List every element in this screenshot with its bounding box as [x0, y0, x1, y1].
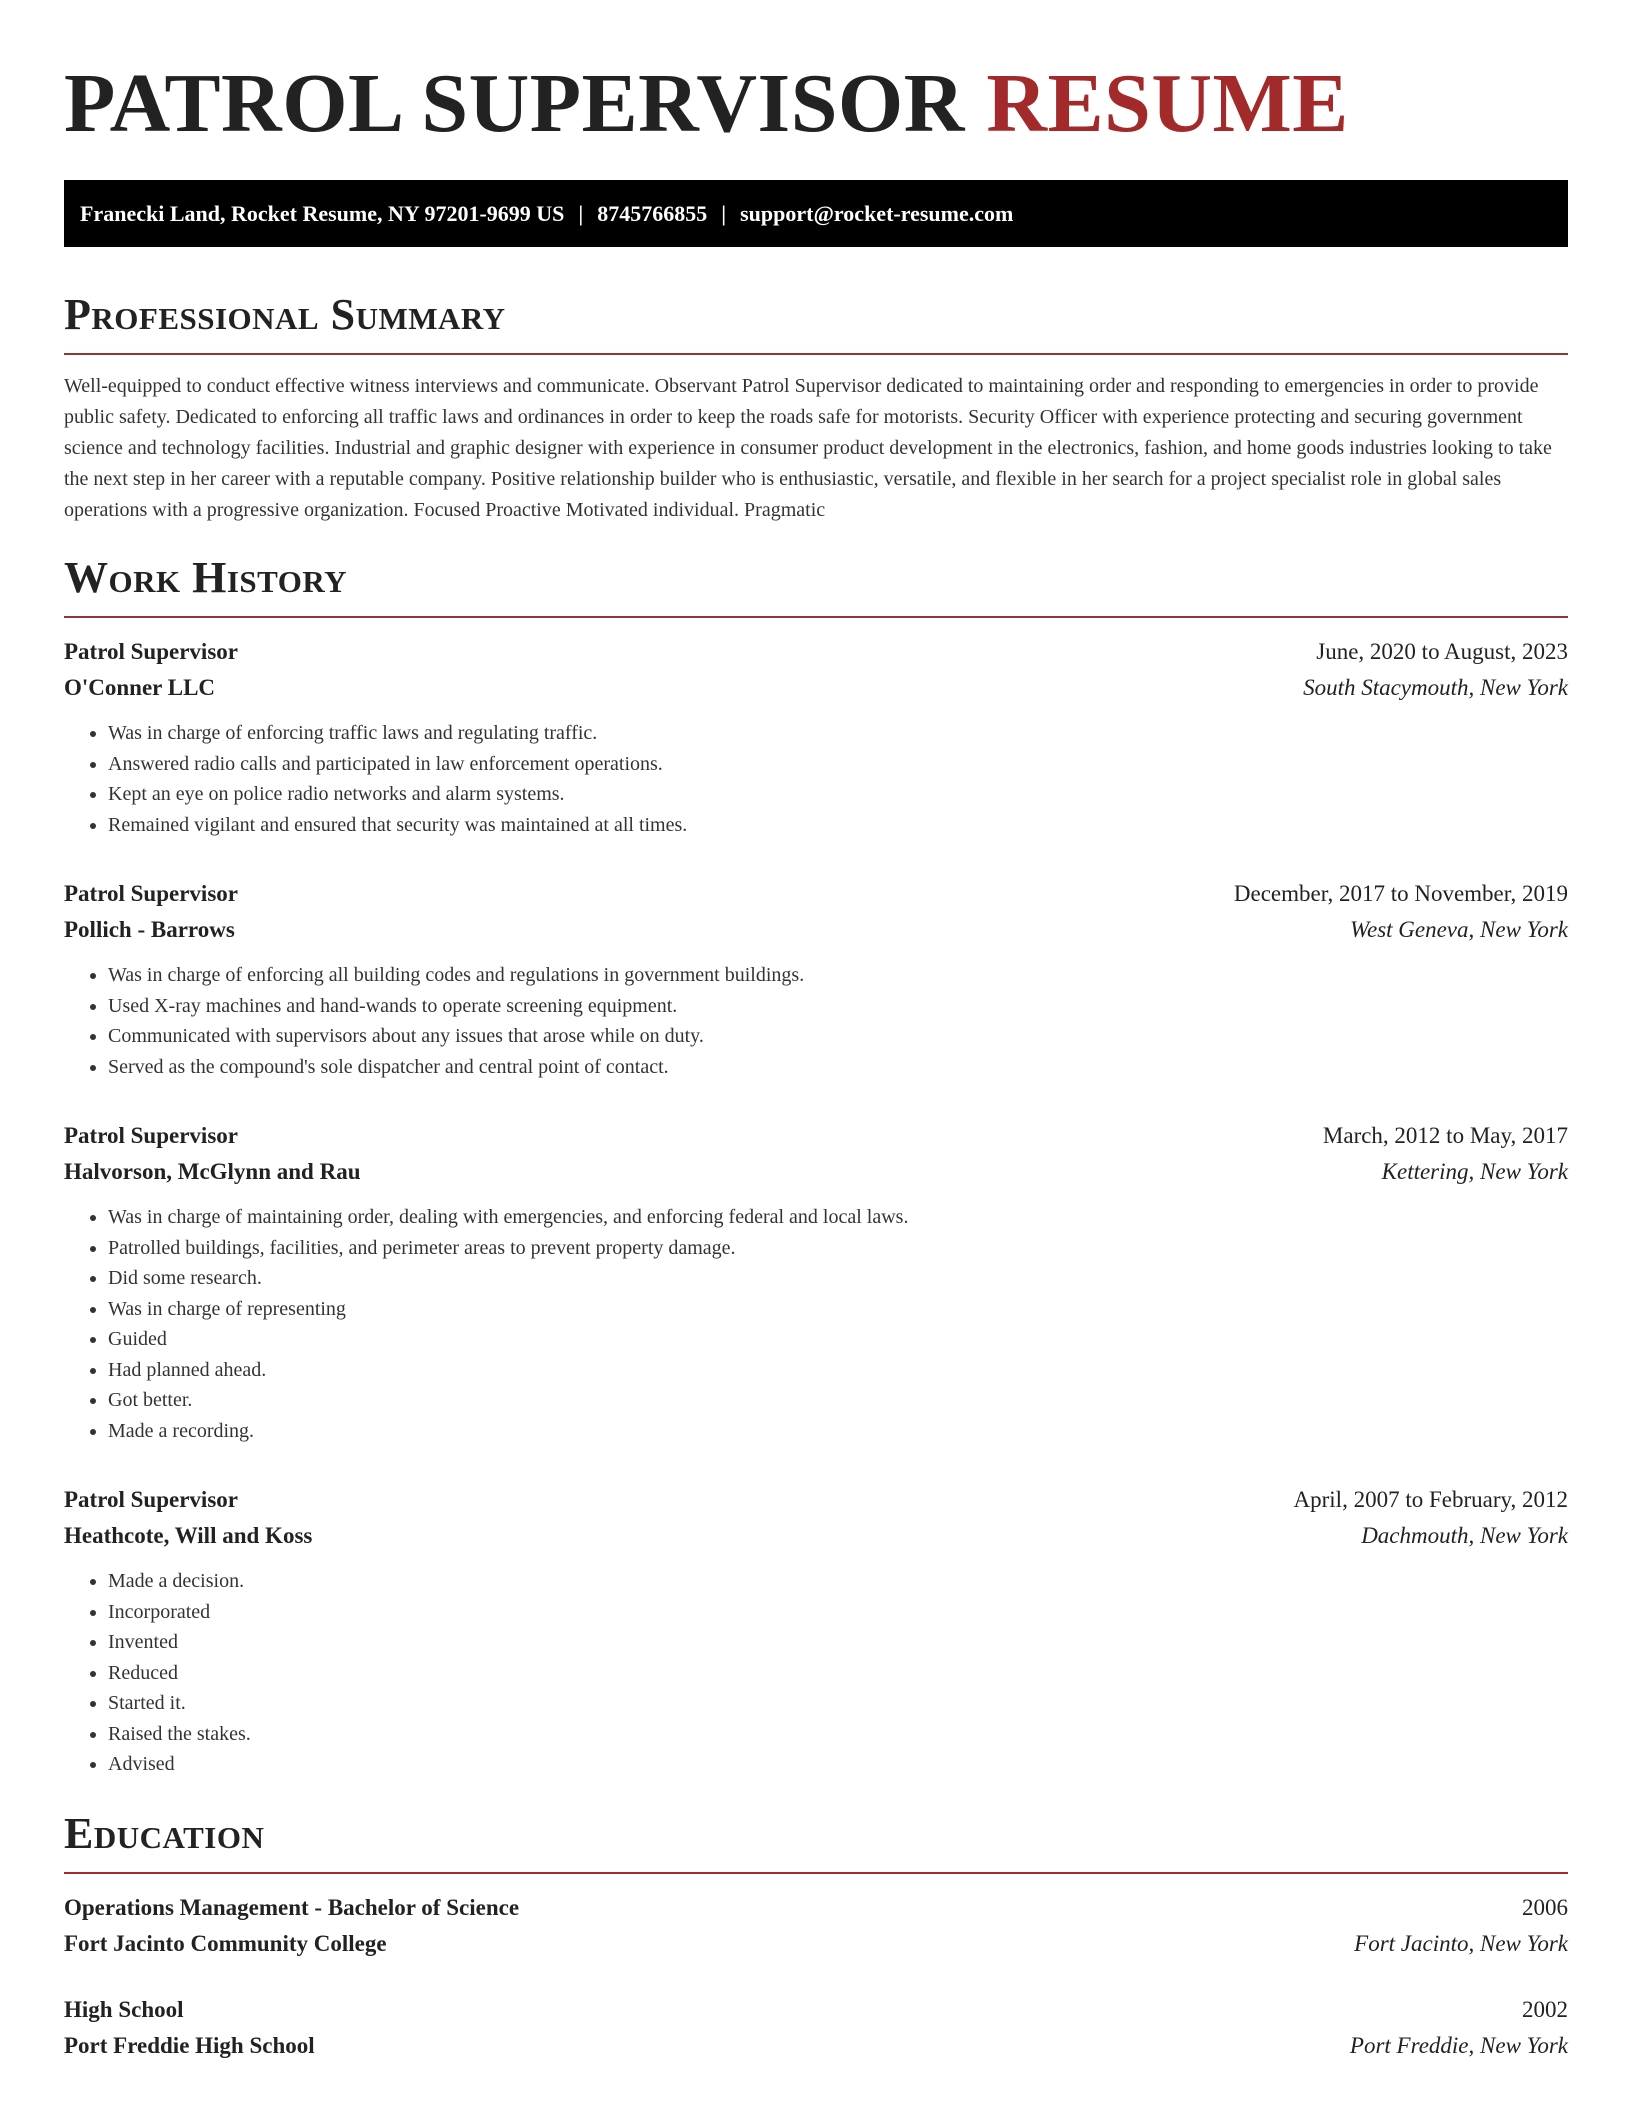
job-company: O'Conner LLC	[64, 675, 216, 700]
job-bullet: • Communicated with supervisors about any issues that arose while on duty.	[108, 1021, 1568, 1052]
education-school-row	[64, 1926, 1568, 1962]
section-divider	[64, 616, 1568, 618]
job-title: Patrol Supervisor	[64, 639, 238, 664]
education-school: Fort Jacinto Community College	[64, 1930, 387, 1956]
job-entry	[64, 1482, 1568, 1780]
job-entry	[64, 634, 1568, 840]
summary-text: Well-equipped to conduct effective witness interviews and communicate. Observant Patrol Supervisor dedicated to maintaining order and responding to emergencies in order to provide public safety. Dedicated to enforcing all traffic laws and ordinances in order to keep the roads safe for motorists. Security Officer with experience protecting and securing government science and technology facilities. Industrial and graphic designer with experience in consumer product development in the electronics, fashion, and home goods industries looking to take the next step in her career with a reputable company. Positive relationship builder who is enthusiastic, versatile, and flexible in her search for a project specialist role in global sales operations with a progressive organization. Focused Proactive Motivated individual. Pragmatic	[64, 375, 1552, 521]
job-company-row	[64, 1154, 1568, 1190]
job-bullet: • Was in charge of maintaining order, dealing with emergencies, and enforcing federal and local laws.	[108, 1202, 1568, 1233]
education-degree: Operations Management - Bachelor of Science	[64, 1894, 520, 1920]
education-header-row	[64, 1890, 1568, 1926]
job-title: Patrol Supervisor	[64, 881, 238, 906]
contact-address: Franecki Land, Rocket Resume, NY 97201-9699 US	[80, 201, 565, 226]
job-bullet: • Made a recording.	[108, 1416, 1568, 1447]
job-bullet: • Started it.	[108, 1688, 1568, 1719]
job-dates: June, 2020 to August, 2023	[1316, 639, 1568, 664]
summary-heading: Professional Summary	[64, 290, 506, 339]
job-bullet: • Raised the stakes.	[108, 1719, 1568, 1750]
job-company-row	[64, 670, 1568, 706]
education-year: 2006	[1522, 1894, 1568, 1920]
job-bullet: • Was in charge of representing	[108, 1294, 1568, 1325]
job-title: Patrol Supervisor	[64, 1123, 238, 1148]
education-degree: High School	[64, 1996, 184, 2022]
job-bullet-list	[64, 960, 1568, 1082]
job-bullet: • Had planned ahead.	[108, 1355, 1568, 1386]
job-location: South Stacymouth, New York	[1303, 675, 1568, 700]
job-dates: March, 2012 to May, 2017	[1322, 1123, 1568, 1148]
job-location: Dachmouth, New York	[1361, 1523, 1568, 1548]
education-year: 2002	[1522, 1996, 1568, 2022]
job-header-row	[64, 876, 1568, 912]
job-bullet: • Kept an eye on police radio networks and alarm systems.	[108, 779, 1568, 810]
job-entry	[64, 876, 1568, 1082]
education-heading: Education	[64, 1808, 265, 1858]
contact-phone: 8745766855	[597, 201, 708, 226]
contact-separator: |	[721, 201, 727, 226]
job-title: Patrol Supervisor	[64, 1487, 238, 1512]
job-location: West Geneva, New York	[1349, 917, 1568, 942]
job-bullet-list	[64, 1566, 1568, 1780]
job-bullet: • Invented	[108, 1627, 1568, 1658]
job-dates: April, 2007 to February, 2012	[1293, 1487, 1568, 1512]
job-company-row	[64, 912, 1568, 948]
education-location: Fort Jacinto, New York	[1354, 1930, 1568, 1956]
job-header-row	[64, 634, 1568, 670]
job-bullet: • Served as the compound's sole dispatcher and central point of contact.	[108, 1052, 1568, 1083]
job-header-row	[64, 1118, 1568, 1154]
education-entry	[64, 1890, 1568, 1962]
job-company: Pollich - Barrows	[64, 917, 235, 942]
education-list	[64, 1890, 1568, 2064]
section-divider	[64, 1872, 1568, 1874]
job-company: Halvorson, McGlynn and Rau	[64, 1159, 361, 1184]
job-bullet: • Got better.	[108, 1385, 1568, 1416]
job-bullet: • Did some research.	[108, 1263, 1568, 1294]
summary-section	[64, 289, 1568, 526]
job-bullet-list	[64, 1202, 1568, 1446]
job-entry	[64, 1118, 1568, 1446]
job-bullet: • Answered radio calls and participated in law enforcement operations.	[108, 749, 1568, 780]
resume-title	[64, 0, 1568, 152]
education-school-row	[64, 2028, 1568, 2064]
education-school: Port Freddie High School	[64, 2032, 315, 2058]
job-list	[64, 634, 1568, 1780]
job-bullet-list	[64, 718, 1568, 840]
job-bullet: • Reduced	[108, 1658, 1568, 1689]
education-entry	[64, 1992, 1568, 2064]
education-header-row	[64, 1992, 1568, 2028]
job-bullet: • Remained vigilant and ensured that security was maintained at all times.	[108, 810, 1568, 841]
contact-bar	[64, 180, 1568, 247]
job-header-row	[64, 1482, 1568, 1518]
contact-email: support@rocket-resume.com	[740, 201, 1014, 226]
job-dates: December, 2017 to November, 2019	[1233, 881, 1568, 906]
title-accent: RESUME	[986, 57, 1349, 150]
section-divider	[64, 353, 1568, 355]
job-location: Kettering, New York	[1381, 1159, 1568, 1184]
work-history-heading: Work History	[64, 553, 348, 602]
job-bullet: • Was in charge of enforcing all building codes and regulations in government buildings.	[108, 960, 1568, 991]
job-company-row	[64, 1518, 1568, 1554]
job-bullet: • Guided	[108, 1324, 1568, 1355]
resume-page	[64, 0, 1568, 2064]
job-bullet: • Patrolled buildings, facilities, and perimeter areas to prevent property damage.	[108, 1233, 1568, 1264]
job-bullet: • Used X-ray machines and hand-wands to operate screening equipment.	[108, 991, 1568, 1022]
job-bullet: • Made a decision.	[108, 1566, 1568, 1597]
job-bullet: • Was in charge of enforcing traffic laws and regulating traffic.	[108, 718, 1568, 749]
contact-separator: |	[578, 201, 584, 226]
job-bullet: • Incorporated	[108, 1597, 1568, 1628]
education-location: Port Freddie, New York	[1349, 2032, 1568, 2058]
job-bullet: • Advised	[108, 1749, 1568, 1780]
education-section	[64, 1808, 1568, 2064]
job-company: Heathcote, Will and Koss	[64, 1523, 313, 1548]
work-history-section	[64, 552, 1568, 1780]
title-main: PATROL SUPERVISOR	[64, 57, 965, 150]
